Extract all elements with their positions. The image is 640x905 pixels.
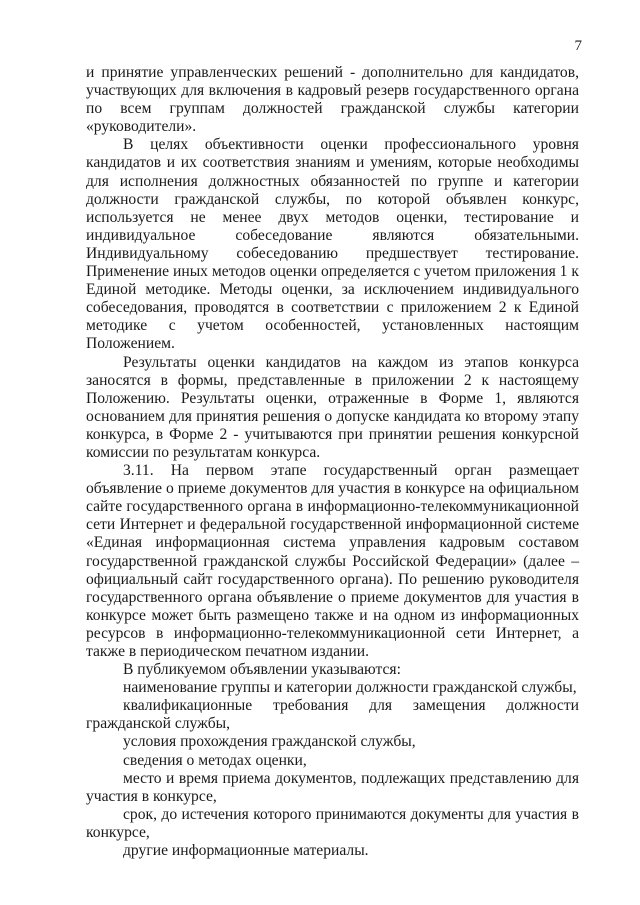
paragraph-evaluation-results: Результаты оценки кандидатов на каждом из этапов конкурса заносятся в формы, представленные в приложении 2 к настоящему Положению. Результаты оценки, отраженные в Форме 1, являются основанием для принятия решения о допуске кандидата ко второму этапу конкурса, в Форме 2 - учитываются при принятии решения конкурсной комиссии по результатам конкурса.	[86, 353, 579, 461]
list-item-document-submission: место и время приема документов, подлежащих представлению для участия в конкурсе,	[86, 769, 579, 805]
body-text	[86, 64, 579, 860]
list-item-position-name: наименование группы и категории должности гражданской службы,	[123, 679, 577, 697]
list-item-service-conditions: условия прохождения гражданской службы,	[123, 733, 416, 751]
list-item-other-materials: другие информационные материалы.	[123, 842, 369, 860]
paragraph-announcement-intro: В публикуемом объявлении указываются:	[123, 661, 401, 679]
page-number: 7	[574, 38, 582, 54]
paragraph-section-3-11: 3.11. На первом этапе государственный орган размещает объявление о приеме документов для участия в конкурсе на официальном сайте государственного органа в информационно-телекоммуникационной сети Интернет и федеральной государственной информационной системе «Единая информационная система управления кадровым составом государственной гражданской службы Российской Федерации» (далее – официальный сайт государственного органа). По решению руководителя государственного органа объявление о приеме документов для участия в конкурсе может быть размещено также и на одном из информационных ресурсов в информационно-телекоммуникационной сети Интернет, а также в периодическом печатном издании.	[86, 462, 579, 660]
paragraph-continuation: и принятие управленческих решений - дополнительно для кандидатов, участвующих для включения в кадровый резерв государственного органа по всем группам должностей гражданской службы категории «руководители».	[86, 64, 579, 136]
list-item-evaluation-methods: сведения о методах оценки,	[123, 751, 307, 769]
list-item-qualification-requirements: квалификационные требования для замещения должности гражданской службы,	[86, 697, 579, 733]
list-item-deadline: срок, до истечения которого принимаются документы для участия в конкурсе,	[86, 805, 579, 841]
paragraph-evaluation-methods: В целях объективности оценки профессионального уровня кандидатов и их соответствия знаниям и умениям, которые необходимы для исполнения должностных обязанностей по группе и категории должности гражданской службы, по которой объявлен конкурс, используется не менее двух методов оценки, тестирование и индивидуальное собеседование являются обязательными. Индивидуальному собеседованию предшествует тестирование. Применение иных методов оценки определяется с учетом приложения 1 к Единой методике. Методы оценки, за исключением индивидуального собеседования, проводятся в соответствии с приложением 2 к Единой методике с учетом особенностей, установленных настоящим Положением.	[86, 136, 579, 353]
